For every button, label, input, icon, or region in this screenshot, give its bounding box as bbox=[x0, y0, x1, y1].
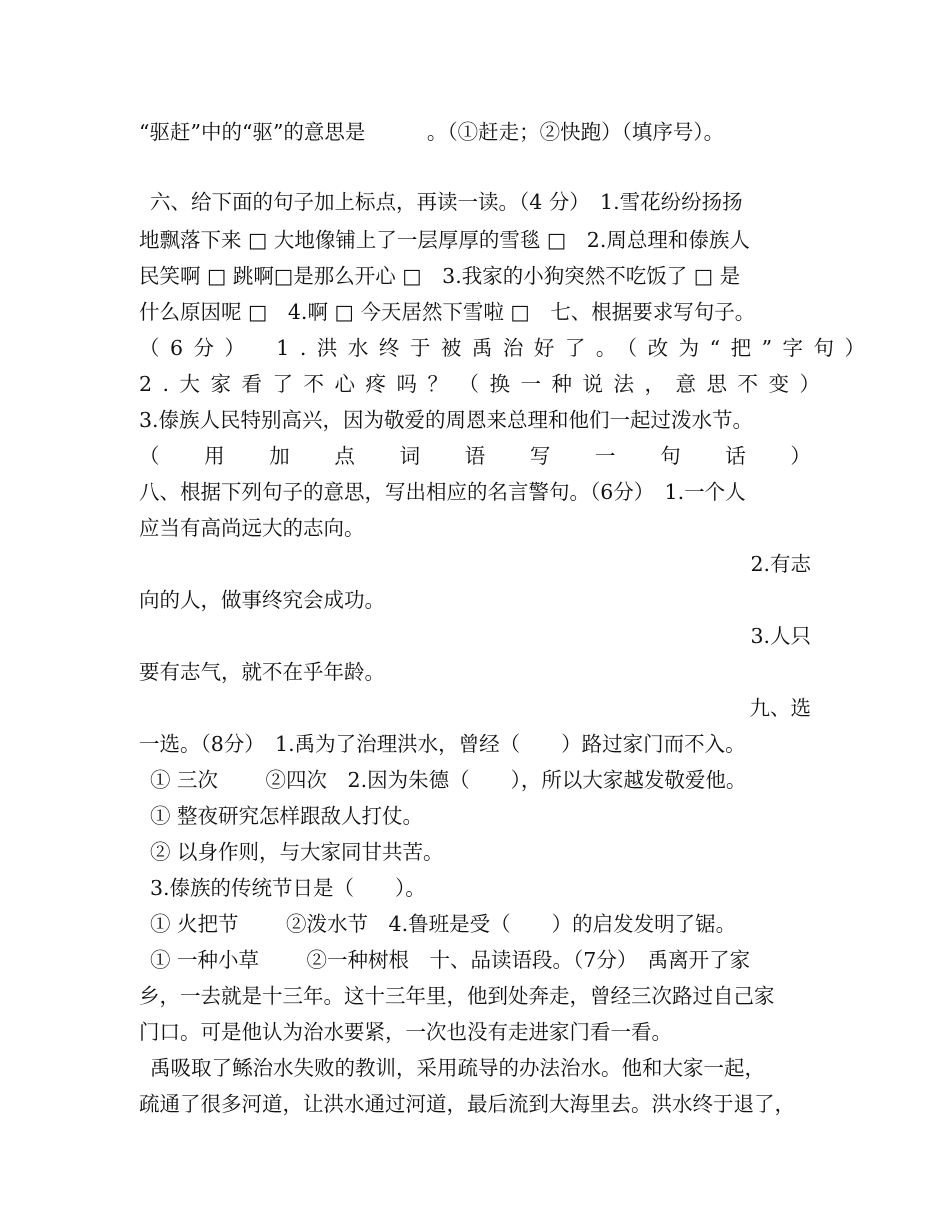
text-line: 一选。（8分） 1.禹为了治理洪水，曾经（ ）路过家门而不入。 bbox=[139, 732, 746, 756]
spread-char: 语 bbox=[464, 444, 486, 468]
text-line: 向的人，做事终究会成功。 bbox=[139, 588, 385, 612]
text-line: ① 整夜研究怎样跟敌人打仗。 bbox=[150, 804, 424, 828]
text-line: 九、选 bbox=[749, 696, 811, 720]
text-line-spread bbox=[139, 438, 811, 474]
text-line: 要有志气，就不在乎年龄。 bbox=[139, 660, 385, 684]
text-line: 乡，一去就是十三年。这十三年里，他到处奔走，曾经三次路过自己家 bbox=[139, 984, 775, 1008]
spread-char: 加 bbox=[269, 444, 290, 468]
text-line: ① 一种小草 ②一种树根 十、品读语段。（7分） 禹离开了家 bbox=[150, 948, 751, 972]
text-line: 门口。可是他认为治水要紧，一次也没有走进家门看一看。 bbox=[139, 1020, 672, 1044]
text-line: 什么原因呢 □ 4.啊 □ 今天居然下雪啦 □ 七、根据要求写句子。 bbox=[139, 300, 756, 324]
spread-char: 句 bbox=[660, 444, 681, 468]
text-line: “驱赶”中的“驱”的意思是 。（①赶走；②快跑）（填序号）。 bbox=[139, 120, 725, 144]
spread-char: 写 bbox=[529, 444, 551, 468]
spread-char: （ bbox=[139, 444, 160, 468]
text-line: 疏通了很多河道，让洪水通过河道，最后流到大海里去。洪水终于退了， bbox=[139, 1092, 795, 1116]
text-line: 3.傣族的传统节日是（ ）。 bbox=[150, 876, 426, 900]
text-line: 八、根据下列句子的意思，写出相应的名言警句。（6分） 1.一个人 bbox=[139, 480, 746, 504]
text-line: ② 以身作则，与大家同甘共苦。 bbox=[150, 840, 444, 864]
text-line: ① 三次 ②四次 2.因为朱德（ ），所以大家越发敬爱他。 bbox=[150, 768, 747, 792]
text-line: 应当有高尚远大的志向。 bbox=[139, 516, 365, 540]
spread-char: ） bbox=[790, 444, 811, 468]
spread-char: 词 bbox=[399, 444, 421, 468]
text-line: ① 火把节 ②泼水节 4.鲁班是受（ ）的启发发明了锯。 bbox=[150, 912, 737, 936]
text-line: 3.傣族人民特别高兴，因为敬爱的周恩来总理和他们一起过泼水节。 bbox=[139, 408, 754, 432]
spread-char: 一 bbox=[594, 444, 616, 468]
text-line: 2.大家看了不心疼吗？（换一种说法，意思不变） bbox=[139, 372, 831, 396]
text-line: （6分） 1.洪水终于被禹治好了。（改为“把”字句） bbox=[139, 336, 876, 360]
text-line: 地飘落下来 □ 大地像铺上了一层厚厚的雪毯 □ 2.周总理和傣族人 bbox=[139, 228, 750, 252]
text-line: 3.人只 bbox=[750, 624, 811, 648]
text-line: 禹吸取了鲧治水失败的教训，采用疏导的办法治水。他和大家一起， bbox=[150, 1056, 765, 1080]
text-line: 2.有志 bbox=[750, 552, 811, 576]
spread-char: 话 bbox=[725, 444, 746, 468]
spread-char: 用 bbox=[204, 444, 225, 468]
text-line: 六、给下面的句子加上标点，再读一读。（4 分） 1.雪花纷纷扬扬 bbox=[150, 190, 743, 214]
text-line: 民笑啊 □ 跳啊□是那么开心 □ 3.我家的小狗突然不吃饭了 □ 是 bbox=[139, 264, 741, 288]
spread-char: 点 bbox=[334, 444, 355, 468]
